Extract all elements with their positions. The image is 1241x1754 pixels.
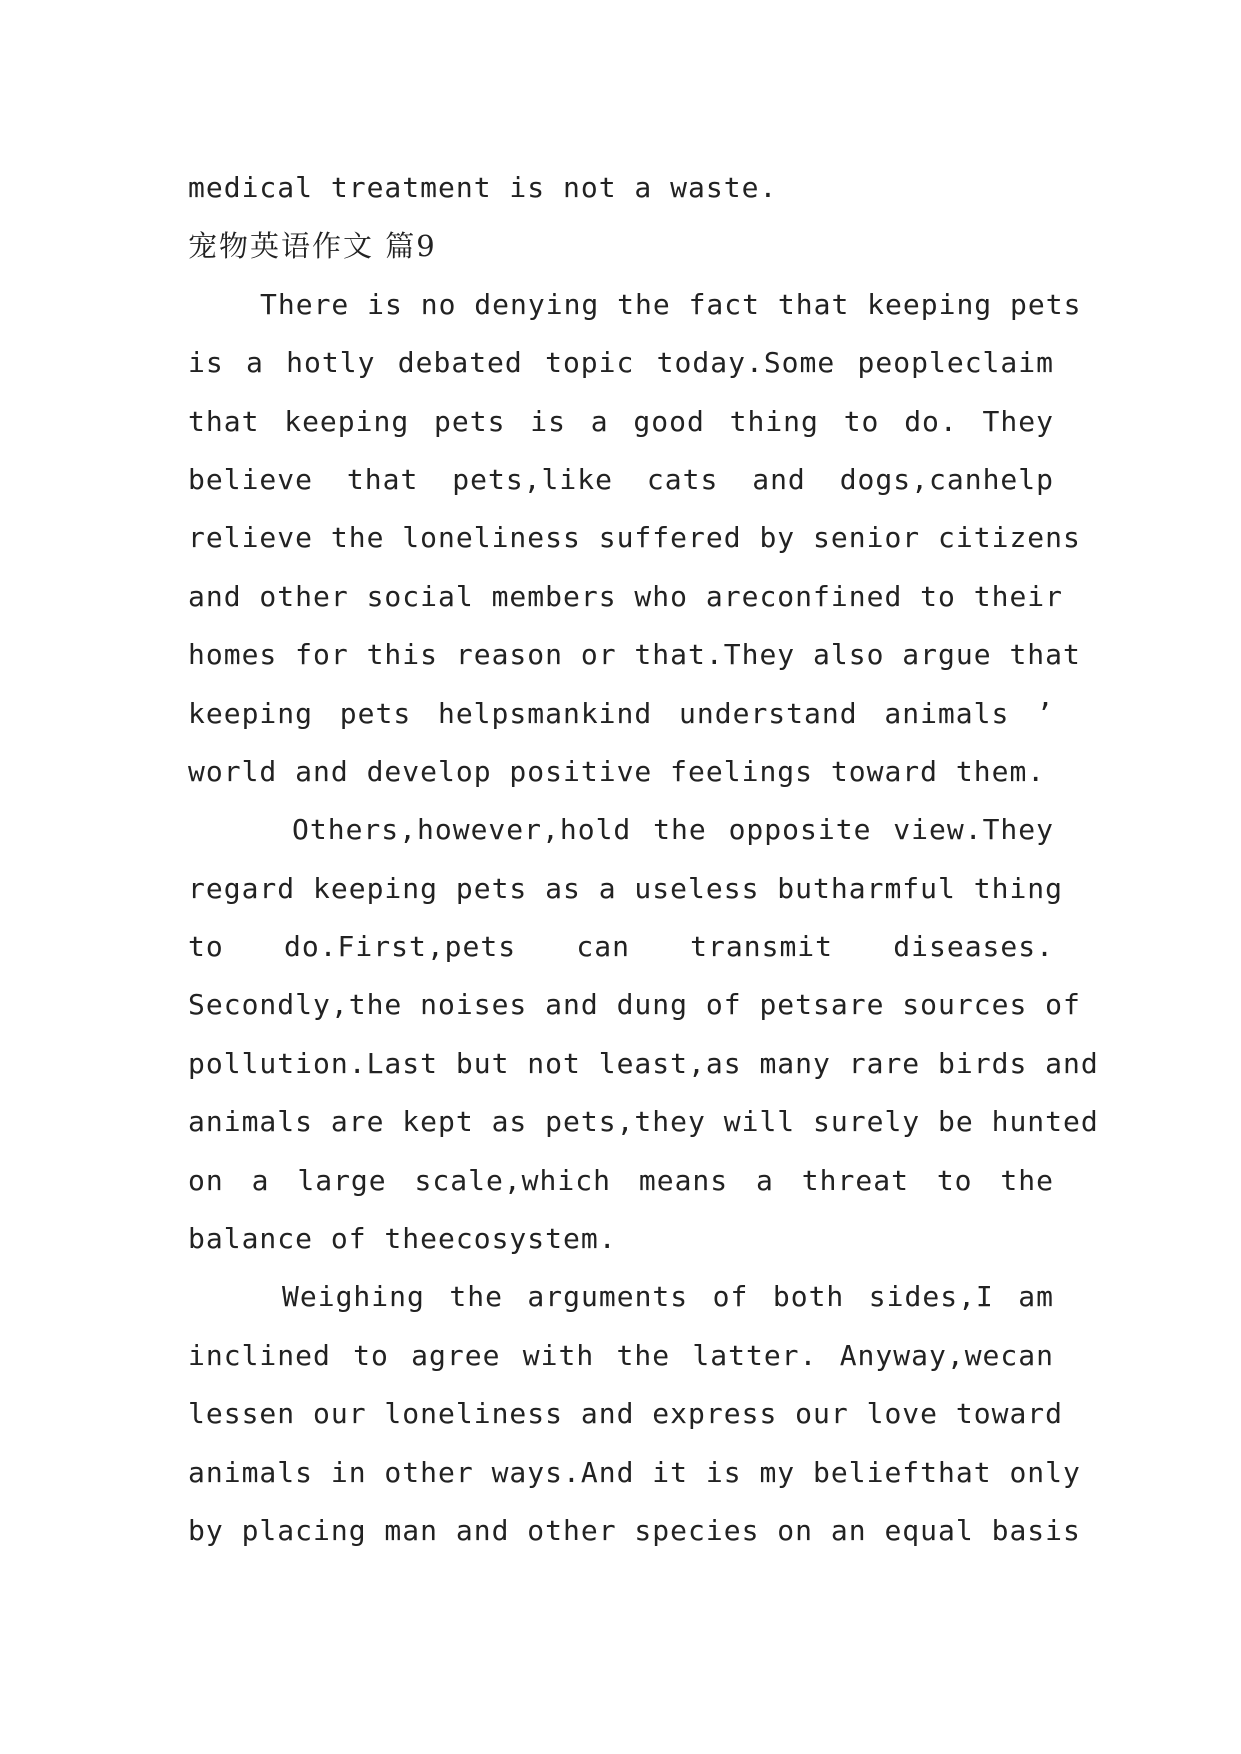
- text-line: animals are kept as pets,they will surely be hunted: [188, 1105, 1099, 1139]
- text-line: regard keeping pets as a useless butharmful thing: [188, 871, 1064, 905]
- text-line: relieve the loneliness suffered by senior citizens: [188, 521, 1081, 555]
- text-line: medical treatment is not a waste.: [188, 171, 778, 204]
- essay-body: [188, 159, 1099, 1560]
- text-line: world and develop positive feelings toward them.: [188, 754, 1046, 788]
- text-line: There is no denying the fact that keeping pets: [260, 287, 1082, 321]
- text-line: by placing man and other species on an equal basis: [188, 1513, 1081, 1547]
- text-line: is a hotly debated topic today.Some peopleclaim: [188, 346, 1054, 380]
- text-line: animals in other ways.And it is my beliefthat only: [188, 1455, 1081, 1489]
- text-line: that keeping pets is a good thing to do. They: [188, 404, 1054, 438]
- text-line: homes for this reason or that.They also argue that: [188, 638, 1081, 672]
- text-line: inclined to agree with the latter. Anyway,wecan: [188, 1338, 1054, 1372]
- text-line: Weighing the arguments of both sides,I am: [282, 1280, 1054, 1314]
- text-line: to do.First,pets can transmit diseases.: [188, 930, 1054, 964]
- text-line: on a large scale,which means a threat to the: [188, 1163, 1054, 1197]
- text-line: lessen our loneliness and express our love toward: [188, 1397, 1064, 1431]
- text-line: balance of theecosystem.: [188, 1222, 617, 1256]
- text-line: Others,however,hold the opposite view.They: [292, 813, 1054, 847]
- text-line: Secondly,the noises and dung of petsare sources of: [188, 988, 1081, 1022]
- text-line: and other social members who areconfined to their: [188, 579, 1064, 613]
- text-line: believe that pets,like cats and dogs,canhelp: [188, 462, 1054, 496]
- section-heading: 宠物英语作文 篇9: [188, 229, 437, 264]
- text-line: pollution.Last but not least,as many rare birds and: [188, 1046, 1099, 1080]
- text-line: keeping pets helpsmankind understand animals ’: [188, 696, 1054, 730]
